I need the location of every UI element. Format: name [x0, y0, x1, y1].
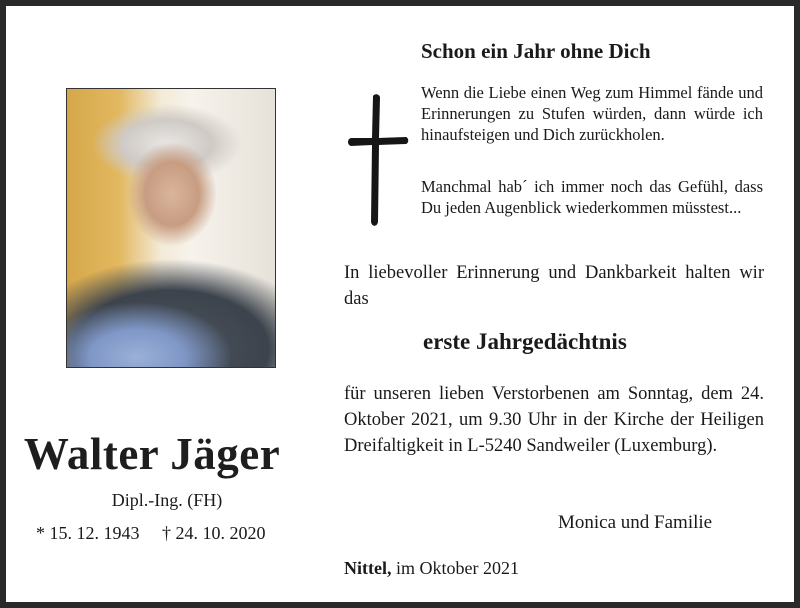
signature: Monica und Familie [558, 512, 713, 533]
poem-stanza-1: Wenn die Liebe einen Weg zum Himmel fände und Erinnerungen zu Stufen würden, dann würde ich hinaufsteigen und Dich zurückholen. [421, 83, 763, 144]
birth-date: * 15. 12. 1943 [36, 523, 140, 543]
cross-icon [346, 90, 410, 230]
death-date: † 24. 10. 2020 [162, 523, 266, 543]
place-date [344, 558, 519, 579]
place-town: Nittel, [344, 558, 392, 578]
portrait-photo [66, 88, 276, 368]
intro-text: In liebevoller Erinnerung und Dankbarkeit halten wir das [344, 263, 764, 309]
headline: Schon ein Jahr ohne Dich [421, 39, 651, 63]
deceased-name: Walter Jäger [23, 429, 281, 479]
deceased-title: Dipl.-Ing. (FH) [111, 490, 223, 510]
place-date-text: im Oktober 2021 [391, 558, 519, 578]
obituary-card [6, 6, 794, 602]
event-title: erste Jahrgedächtnis [423, 329, 627, 354]
life-dates [36, 523, 266, 544]
event-text: für unseren lieben Verstorbenen am Sonntag, dem 24. Oktober 2021, um 9.30 Uhr in der Kirche der Heiligen Dreifaltigkeit in L-5240 Sandweiler (Luxemburg). [344, 384, 764, 456]
poem-stanza-2: Manchmal hab´ ich immer noch das Gefühl, dass Du jeden Augenblick wiederkommen müsstest... [421, 177, 763, 217]
